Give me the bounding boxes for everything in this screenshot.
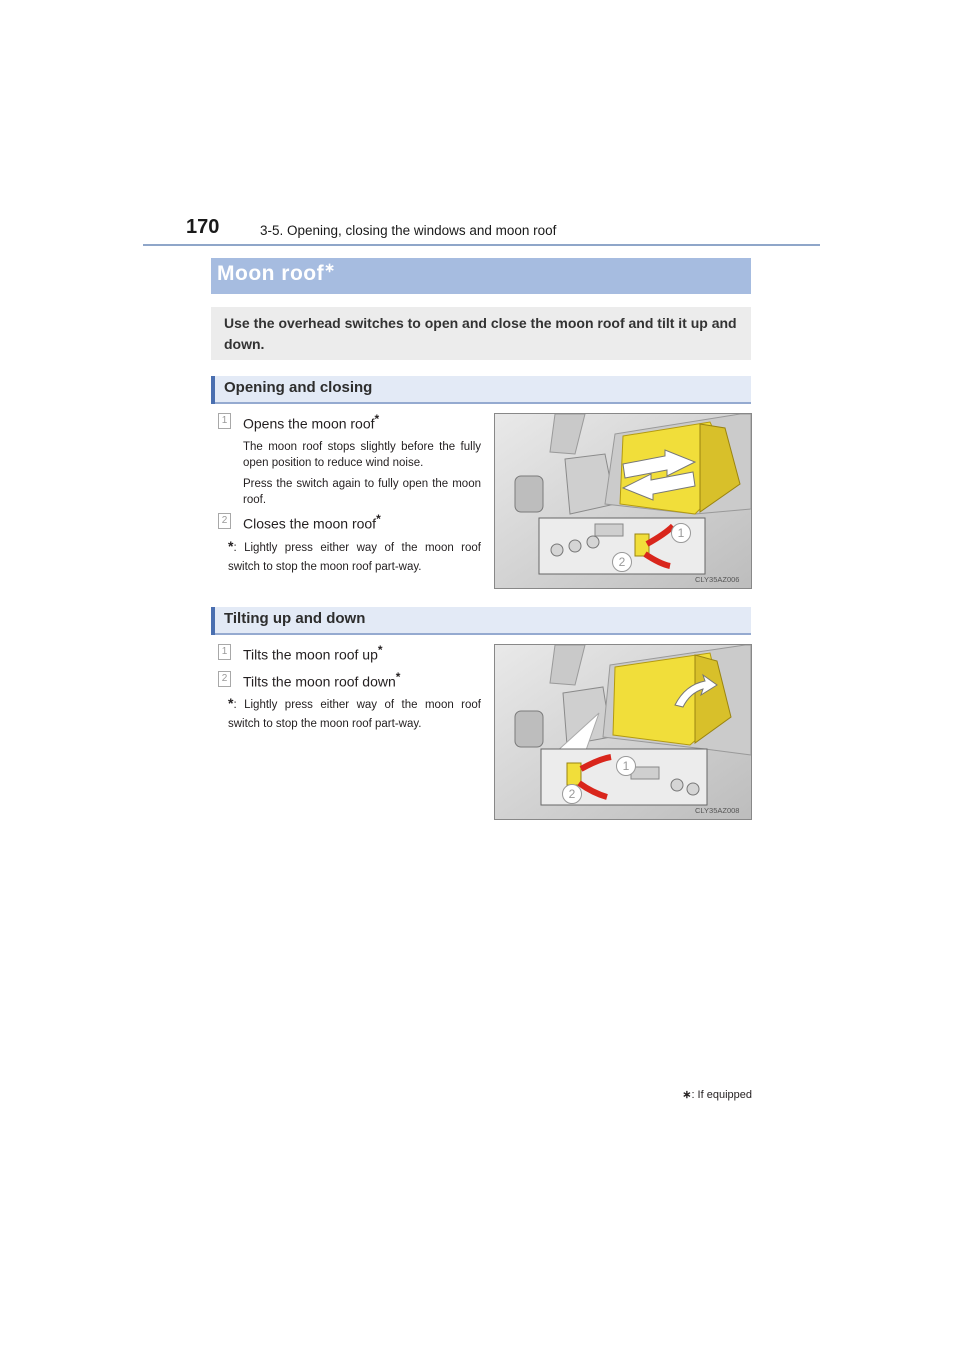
subheading-accent	[211, 376, 215, 404]
callout-1: 1	[616, 756, 636, 776]
step-number-2: 2	[218, 671, 231, 687]
step-tilts-up-label: Tilts the moon roof up	[243, 646, 378, 663]
section-title: 3-5. Opening, closing the windows and moon roof	[260, 223, 557, 238]
subheading-opening	[211, 376, 751, 404]
subheading-opening-text: Opening and closing	[224, 379, 373, 396]
asterisk-mark: *	[374, 412, 380, 426]
footnote-text: : If equipped	[691, 1089, 752, 1101]
callout-2: 2	[612, 552, 632, 572]
note-text: : Lightly press either way of the moon roof switch to stop the moon roof part-way.	[228, 542, 481, 573]
step-number-2: 2	[218, 513, 231, 529]
subheading-tilting	[211, 607, 751, 635]
step-opens-label: Opens the moon roof	[243, 415, 375, 432]
moon-roof-title-bar	[211, 258, 751, 294]
step-closes	[243, 512, 381, 532]
step-number-1: 1	[218, 413, 231, 429]
intro-text: Use the overhead switches to open and close the moon roof and tilt it up and down.	[224, 315, 737, 352]
asterisk-mark: *	[228, 538, 234, 554]
figure-opening-closing	[494, 413, 752, 589]
page-number: 170	[186, 216, 220, 238]
asterisk-mark: *	[395, 670, 401, 684]
note-part-way	[228, 694, 481, 734]
callout-2: 2	[562, 784, 582, 804]
step-opens	[243, 412, 379, 432]
asterisk-mark: *	[376, 512, 381, 526]
step-number-1: 1	[218, 644, 231, 660]
subheading-accent	[211, 607, 215, 635]
figure-code: CLY35AZ008	[695, 806, 740, 815]
desc-fully-open: Press the switch again to fully open the moon roof.	[243, 478, 481, 506]
equipped-mark: ∗	[324, 260, 336, 275]
note-text: : Lightly press either way of the moon roof switch to stop the moon roof part-way.	[228, 699, 481, 730]
note-part-way	[228, 537, 481, 577]
step-closes-label: Closes the moon roof	[243, 515, 377, 532]
figure-code: CLY35AZ006	[695, 575, 740, 584]
footnote-if-equipped	[612, 1088, 752, 1101]
page-title-text: Moon roof	[217, 262, 325, 285]
figure-tilting	[494, 644, 752, 820]
subheading-tilting-text: Tilting up and down	[224, 610, 366, 627]
step-tilts-down	[243, 670, 400, 690]
asterisk-mark: *	[228, 695, 234, 711]
page-title	[217, 262, 336, 286]
header-rule	[143, 244, 820, 246]
illustration-overhead-console-tilt	[495, 645, 751, 819]
asterisk-mark: *	[377, 643, 383, 657]
desc-wind-noise: The moon roof stops slightly before the fully open position to reduce wind noise.	[243, 441, 481, 469]
callout-1: 1	[671, 523, 691, 543]
intro-box	[211, 307, 751, 360]
step-tilts-down-label: Tilts the moon roof down	[243, 673, 396, 690]
step-tilts-up	[243, 643, 383, 663]
asterisk-mark: ∗	[682, 1089, 692, 1101]
